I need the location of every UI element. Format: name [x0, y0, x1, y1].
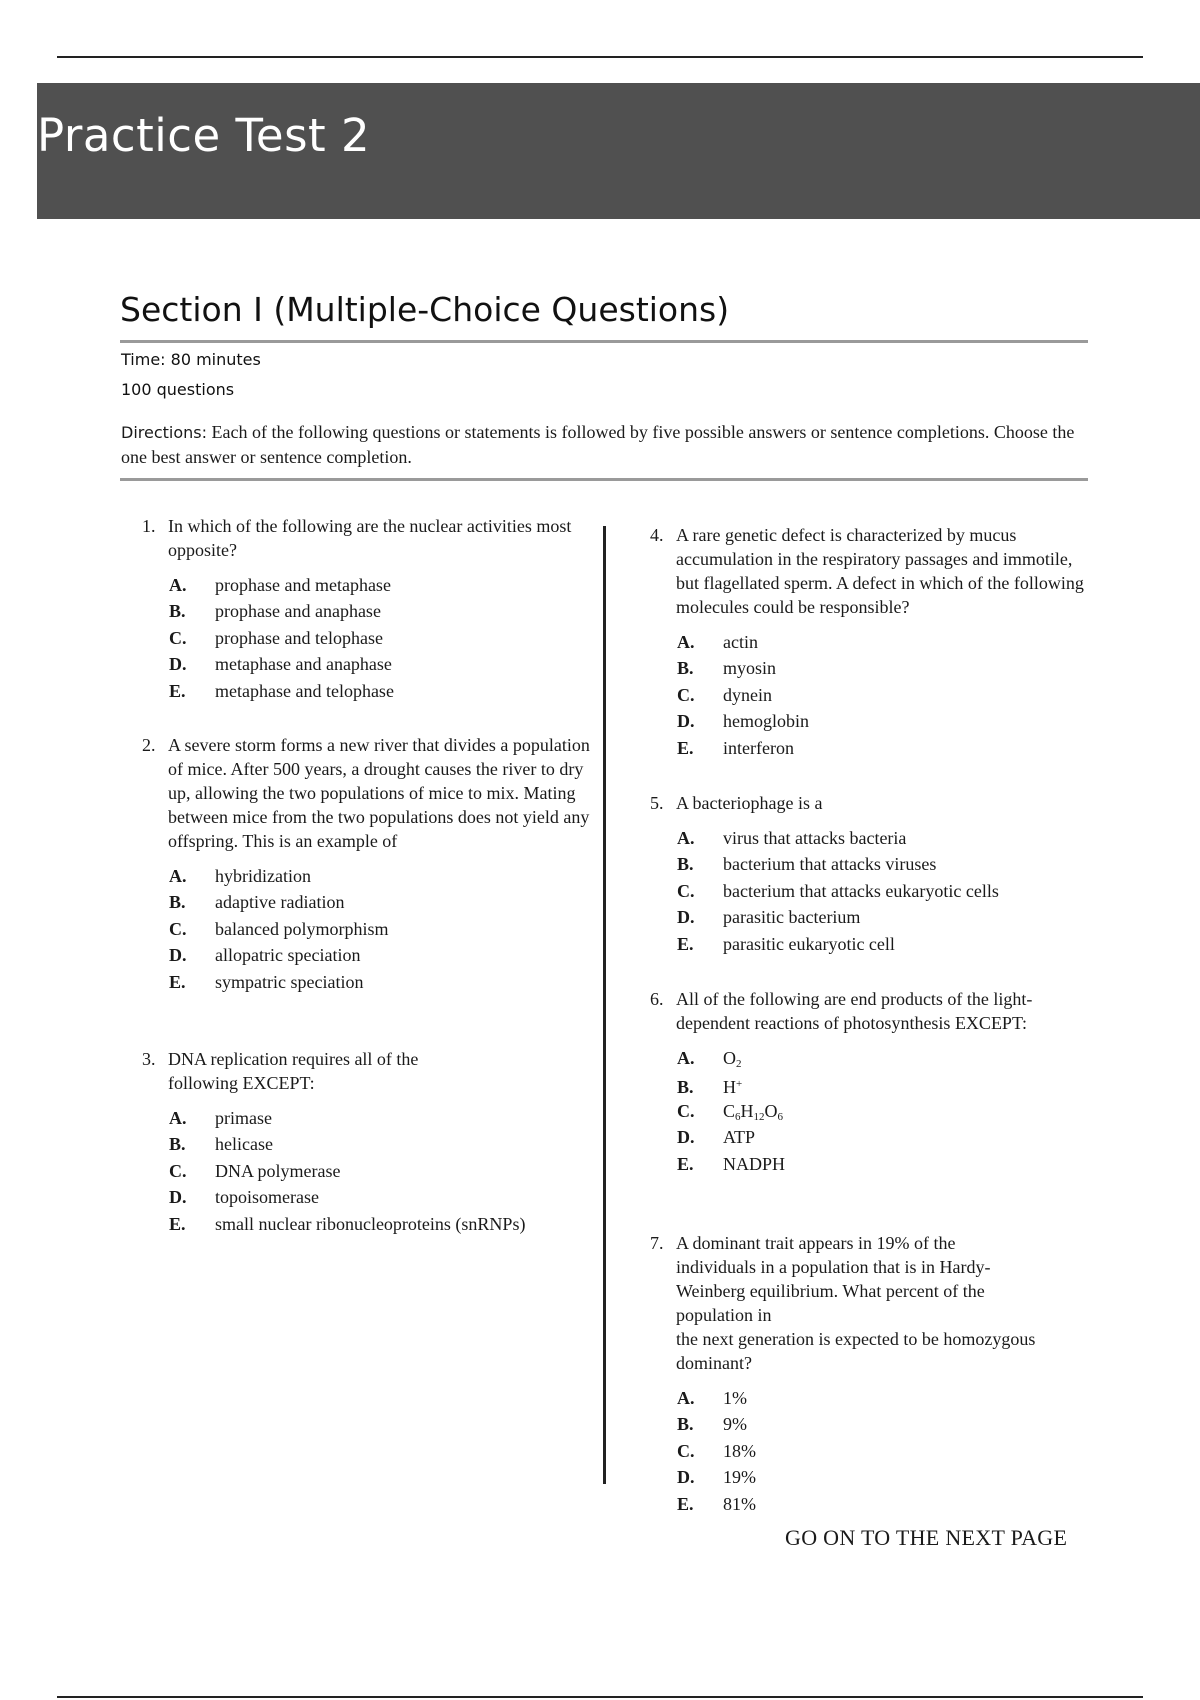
- answer-option[interactable]: D. allopatric speciation: [169, 945, 361, 966]
- section-title: Section I (Multiple-Choice Questions): [120, 290, 730, 329]
- answer-option[interactable]: C. bacterium that attacks eukaryotic cells: [677, 880, 999, 901]
- answer-option[interactable]: A. hybridization: [169, 866, 311, 886]
- question-number: 6.: [650, 989, 664, 1009]
- question-number: 4.: [650, 525, 664, 545]
- question-7: [650, 1231, 1090, 1517]
- question-6: [650, 987, 1090, 1177]
- answer-option[interactable]: A. 1%: [677, 1388, 747, 1408]
- page-title: Practice Test 2: [37, 109, 371, 162]
- answer-option[interactable]: A. $O_2$: [677, 1048, 742, 1070]
- question-3: [142, 1047, 592, 1237]
- directions-label: Directions:: [121, 423, 208, 442]
- question-stem: [650, 523, 1090, 619]
- answer-option[interactable]: B. myosin: [677, 658, 777, 679]
- answer-options: [650, 629, 1090, 761]
- go-on-next-page: GO ON TO THE NEXT PAGE: [785, 1525, 1068, 1550]
- answer-option[interactable]: C. 18%: [677, 1440, 756, 1461]
- question-text: A bacteriophage is a: [676, 793, 823, 813]
- answer-option[interactable]: A. prophase and metaphase: [169, 575, 391, 595]
- question-1: [142, 514, 592, 704]
- question-number: 7.: [650, 1233, 664, 1253]
- answer-options: [142, 572, 592, 704]
- answer-option[interactable]: C. $C_6H_{12}O_6$: [677, 1100, 784, 1123]
- answer-option[interactable]: A. actin: [677, 632, 758, 652]
- question-text: In which of the following are the nuclear activities most opposite?: [168, 516, 572, 560]
- question-number: 1.: [142, 516, 156, 536]
- answer-option[interactable]: D. ATP: [677, 1127, 756, 1148]
- directions: [121, 420, 1091, 470]
- answer-option[interactable]: B. H+: [677, 1077, 743, 1098]
- answer-option[interactable]: C. DNA polymerase: [169, 1160, 341, 1181]
- answer-option[interactable]: E. metaphase and telophase: [169, 680, 394, 701]
- question-stem: [650, 987, 1090, 1035]
- answer-option[interactable]: E. interferon: [677, 737, 794, 758]
- answer-option[interactable]: B. helicase: [169, 1134, 273, 1155]
- question-text-continued: the next generation is expected to be homozygous dominant?: [676, 1329, 1036, 1373]
- question-number: 5.: [650, 793, 664, 813]
- answer-option[interactable]: A. primase: [169, 1108, 272, 1128]
- question-count: 100 questions: [121, 380, 235, 399]
- question-number: 2.: [142, 735, 156, 755]
- time-limit: Time: 80 minutes: [121, 350, 261, 369]
- answer-option[interactable]: D. metaphase and anaphase: [169, 654, 392, 675]
- bottom-rule: [57, 1696, 1143, 1698]
- answer-option[interactable]: D. topoisomerase: [169, 1187, 319, 1208]
- answer-option[interactable]: E. NADPH: [677, 1153, 786, 1174]
- question-text: A severe storm forms a new river that divides a population of mice. After 500 years, a drought causes the river to dry up, allowing the two populations of mice to mix. Mating between mice from the two populations does not yield any offspring. This is an example of: [168, 735, 590, 851]
- section-rule-top: [120, 340, 1088, 343]
- question-4: [650, 523, 1090, 761]
- question-2: [142, 733, 592, 995]
- answer-options: [650, 1045, 1090, 1177]
- answer-option[interactable]: B. adaptive radiation: [169, 892, 345, 913]
- directions-text: Each of the following questions or statements is followed by five possible answers or sentence completions. Choose the one best answer or sentence completion.: [121, 422, 1075, 467]
- answer-options: [650, 825, 1090, 957]
- column-divider: [603, 526, 606, 1484]
- answer-option[interactable]: E. sympatric speciation: [169, 971, 364, 992]
- question-text: A dominant trait appears in 19% of the individuals in a population that is in Hardy-Weinberg equilibrium. What percent of the population in: [676, 1233, 991, 1325]
- answer-option[interactable]: B. 9%: [677, 1414, 747, 1435]
- question-stem: [142, 1047, 592, 1095]
- answer-option[interactable]: D. 19%: [677, 1467, 756, 1488]
- question-5: [650, 791, 1090, 957]
- answer-option[interactable]: B. prophase and anaphase: [169, 601, 381, 622]
- question-stem: [142, 733, 592, 853]
- question-stem: [142, 514, 592, 562]
- question-text: DNA replication requires all of the following EXCEPT:: [168, 1049, 419, 1093]
- answer-option[interactable]: D. hemoglobin: [677, 711, 809, 732]
- title-banner: [37, 83, 1200, 219]
- answer-option[interactable]: E. small nuclear ribonucleoproteins (snRNPs): [169, 1213, 526, 1234]
- answer-option[interactable]: B. bacterium that attacks viruses: [677, 854, 937, 875]
- question-stem: [650, 791, 1090, 815]
- answer-option[interactable]: A. virus that attacks bacteria: [677, 828, 907, 848]
- answer-option[interactable]: D. parasitic bacterium: [677, 907, 861, 928]
- section-rule-bottom: [120, 478, 1088, 481]
- answer-option[interactable]: C. dynein: [677, 684, 772, 705]
- question-stem: [650, 1231, 1090, 1375]
- answer-option[interactable]: E. parasitic eukaryotic cell: [677, 933, 895, 954]
- answer-options: [142, 1105, 592, 1237]
- answer-options: [142, 863, 592, 995]
- top-rule: [57, 56, 1143, 58]
- question-text: All of the following are end products of the light- dependent reactions of photosynthesis EXCEPT:: [676, 989, 1033, 1033]
- question-number: 3.: [142, 1049, 156, 1069]
- answer-option[interactable]: C. prophase and telophase: [169, 627, 383, 648]
- question-text: A rare genetic defect is characterized by mucus accumulation in the respiratory passages and immotile, but flagellated sperm. A defect in which of the following molecules could be responsible?: [676, 525, 1084, 617]
- answer-option[interactable]: C. balanced polymorphism: [169, 918, 389, 939]
- answer-option[interactable]: E. 81%: [677, 1493, 756, 1514]
- answer-options: [650, 1385, 1090, 1517]
